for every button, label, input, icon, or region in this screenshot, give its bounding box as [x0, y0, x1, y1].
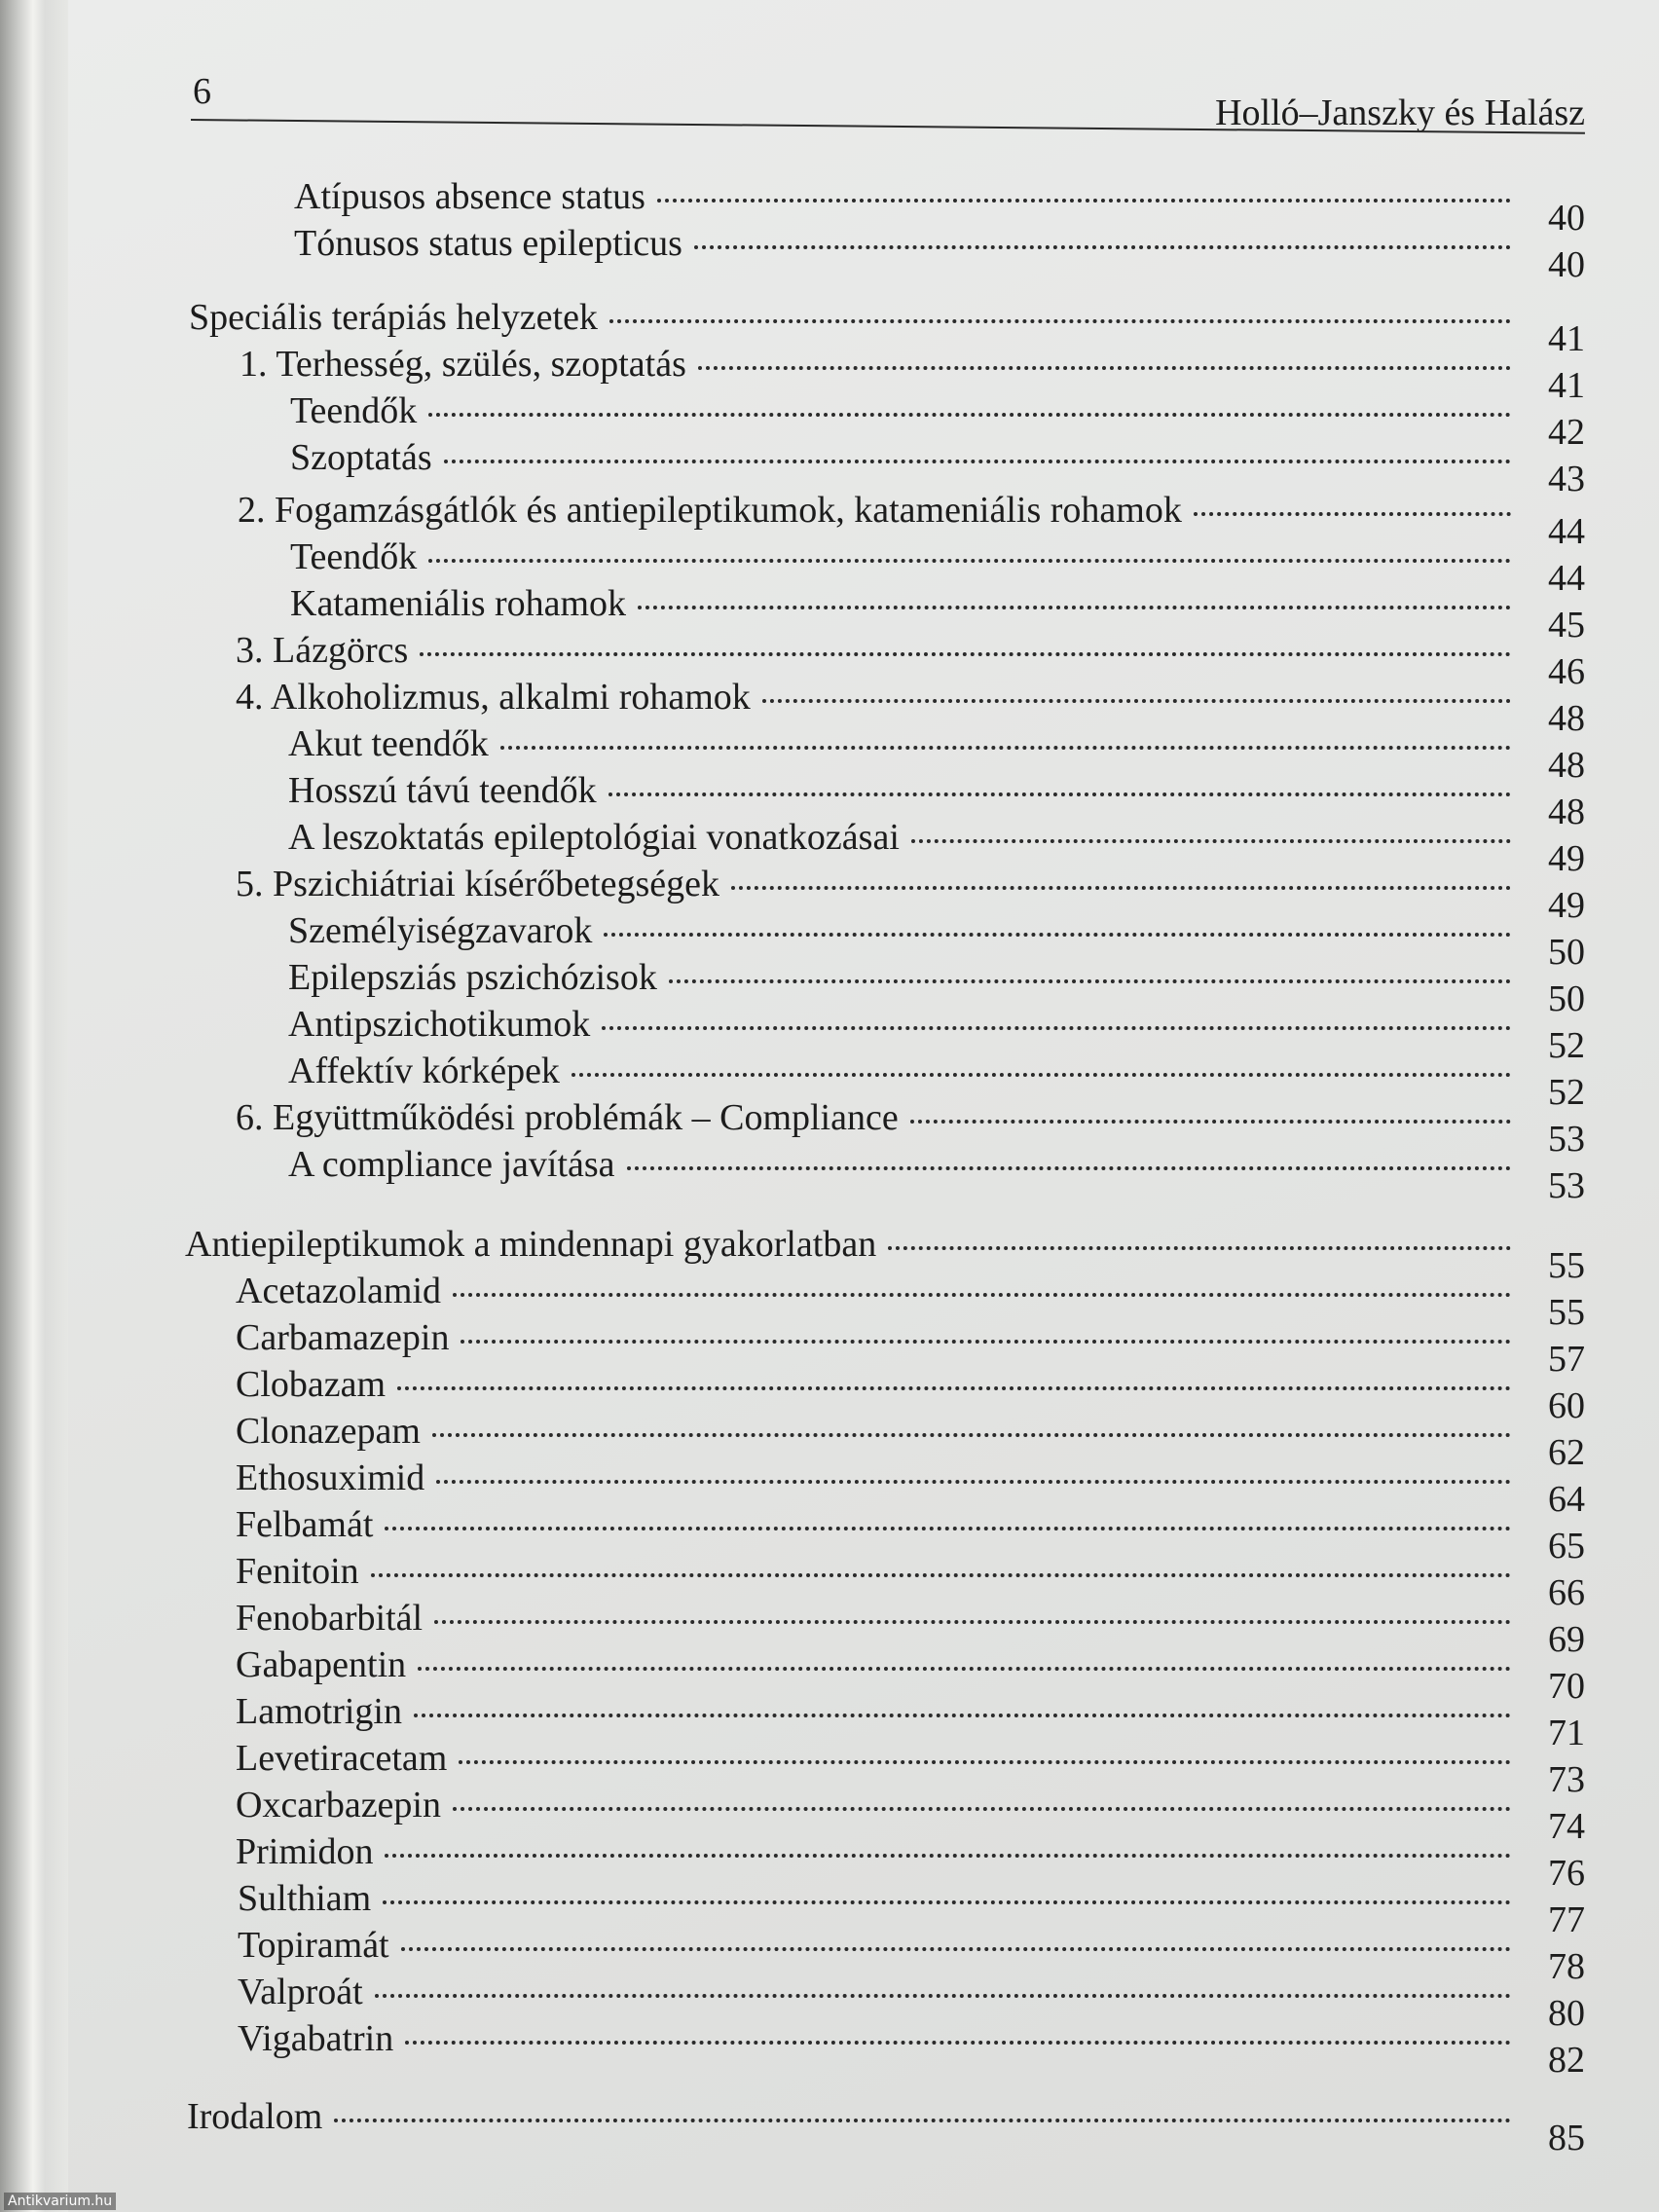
toc-entry-title: A compliance javítása: [288, 1144, 615, 1185]
toc-entry: [236, 1314, 1585, 1380]
dot-leader: [397, 1386, 1511, 1390]
toc-entry-title: Affektív kórképek: [288, 1051, 560, 1091]
dot-leader: [459, 1760, 1511, 1764]
toc-entry-page-number: 43: [1548, 459, 1585, 499]
toc-entry: [236, 674, 1585, 739]
toc-entry: [236, 1455, 1585, 1520]
toc-entry-page-number: 42: [1548, 412, 1585, 453]
toc-entry-page-number: 48: [1548, 792, 1585, 832]
dot-leader: [669, 979, 1511, 983]
dot-leader: [911, 839, 1511, 843]
toc-entry-title: Antipszichotikumok: [288, 1004, 591, 1045]
toc-entry-title: Oxcarbazepin: [236, 1785, 441, 1825]
dot-leader: [604, 933, 1511, 937]
dot-leader: [731, 886, 1511, 890]
toc-entry: [236, 1735, 1585, 1800]
toc-entry-title: A leszoktatás epileptológiai vonatkozásai: [288, 817, 900, 858]
toc-entry-title: Fenobarbitál: [236, 1598, 424, 1639]
toc-entry-page-number: 65: [1548, 1526, 1585, 1567]
toc-entry: [236, 1548, 1585, 1613]
dot-leader: [420, 652, 1511, 656]
toc-entry-page-number: 46: [1548, 651, 1585, 692]
toc-entry-page-number: 48: [1548, 698, 1585, 739]
toc-entry-page-number: 55: [1548, 1245, 1585, 1286]
dot-leader: [428, 559, 1511, 563]
toc-entry-title: Fenitoin: [236, 1551, 359, 1592]
dot-leader: [461, 1340, 1511, 1344]
toc-entry-title: Hosszú távú teendők: [288, 770, 597, 811]
toc-entry: [288, 767, 1585, 832]
toc-entry: [236, 861, 1585, 926]
toc-entry-page-number: 40: [1548, 198, 1585, 239]
dot-leader: [627, 1166, 1511, 1170]
toc-entry-title: Lamotrigin: [236, 1691, 402, 1732]
toc-entry-page-number: 71: [1548, 1713, 1585, 1753]
dot-leader: [418, 1667, 1511, 1671]
toc-entry-page-number: 62: [1548, 1432, 1585, 1473]
toc-entry-page-number: 55: [1548, 1292, 1585, 1333]
toc-entry: [189, 294, 1585, 359]
dot-leader: [383, 1900, 1511, 1904]
toc-entry-title: Szoptatás: [290, 437, 432, 478]
dot-leader: [453, 1293, 1511, 1297]
toc-entry: [236, 1828, 1585, 1894]
toc-entry-title: Tónusos status epilepticus: [294, 223, 682, 264]
toc-entry: [238, 1875, 1585, 1940]
toc-entry-title: Clobazam: [236, 1364, 387, 1405]
toc-entry-page-number: 49: [1548, 885, 1585, 926]
toc-entry-title: Gabapentin: [236, 1644, 407, 1685]
dot-leader: [910, 1120, 1511, 1124]
toc-entry-page-number: 45: [1548, 605, 1585, 645]
toc-entry-title: Irodalom: [187, 2096, 323, 2137]
toc-entry-title: Levetiracetam: [236, 1738, 448, 1779]
toc-entry: [288, 1048, 1585, 1113]
toc-entry-title: Teendők: [290, 536, 418, 577]
toc-entry-title: Primidon: [236, 1831, 374, 1872]
toc-entry: [288, 954, 1585, 1019]
toc-entry-page-number: 82: [1548, 2040, 1585, 2081]
dot-leader: [500, 746, 1511, 750]
dot-leader: [436, 1480, 1511, 1484]
toc-entry-page-number: 44: [1548, 511, 1585, 552]
dot-leader: [444, 460, 1511, 463]
dot-leader: [432, 1433, 1511, 1437]
toc-entry-title: Ethosuximid: [236, 1457, 425, 1498]
toc-entry-page-number: 48: [1548, 745, 1585, 786]
dot-leader: [602, 1026, 1511, 1030]
toc-entry-page-number: 80: [1548, 1993, 1585, 2034]
dot-leader: [762, 699, 1511, 703]
toc-entry-page-number: 50: [1548, 978, 1585, 1019]
toc-entry-title: 2. Fogamzásgátlók és antiepileptikumok, katameniális rohamok: [238, 490, 1182, 531]
toc-entry-page-number: 41: [1548, 318, 1585, 359]
toc-entry-page-number: 53: [1548, 1119, 1585, 1160]
toc-entry-title: Sulthiam: [238, 1878, 372, 1919]
toc-entry-title: Acetazolamid: [236, 1271, 442, 1311]
toc-entry-page-number: 73: [1548, 1759, 1585, 1800]
dot-leader: [428, 413, 1511, 417]
toc-entry-title: 6. Együttműködési problémák – Compliance: [236, 1097, 899, 1138]
toc-entry-page-number: 52: [1548, 1072, 1585, 1113]
dot-leader: [434, 1620, 1511, 1624]
toc-entry: [238, 487, 1585, 552]
toc-entry-page-number: 69: [1548, 1619, 1585, 1660]
toc-entry-title: 1. Terhesség, szülés, szoptatás: [240, 344, 686, 385]
toc-entry-page-number: 70: [1548, 1666, 1585, 1707]
dot-leader: [694, 245, 1511, 249]
toc-entry: [236, 1782, 1585, 1847]
toc-entry: [187, 2093, 1585, 2158]
toc-entry-title: Teendők: [290, 390, 418, 431]
toc-entry: [236, 1268, 1585, 1333]
dot-leader: [453, 1807, 1511, 1811]
dot-leader: [334, 2119, 1511, 2122]
dot-leader: [405, 2041, 1511, 2045]
dot-leader: [414, 1714, 1511, 1717]
toc-entry: [290, 387, 1585, 453]
toc-entry: [290, 434, 1585, 499]
toc-entry-page-number: 50: [1548, 932, 1585, 973]
toc-entry: [236, 627, 1585, 692]
toc-entry: [236, 1501, 1585, 1567]
toc-entry-title: Topiramát: [238, 1925, 389, 1966]
dot-leader: [1194, 512, 1511, 516]
toc-entry: [288, 1141, 1585, 1206]
toc-entry-page-number: 40: [1548, 244, 1585, 285]
toc-entry-page-number: 53: [1548, 1165, 1585, 1206]
toc-entry-page-number: 44: [1548, 558, 1585, 599]
dot-leader: [401, 1947, 1511, 1951]
toc-entry-title: Epilepsziás pszichózisok: [288, 957, 657, 998]
toc-entry: [294, 220, 1585, 285]
toc-entry-title: 3. Lázgörcs: [236, 630, 409, 671]
toc-entry-title: Valproát: [238, 1972, 363, 2012]
toc-entry: [236, 1595, 1585, 1660]
toc-entry: [294, 173, 1585, 239]
toc-entry: [288, 1001, 1585, 1066]
toc-entry-page-number: 60: [1548, 1385, 1585, 1426]
dot-leader: [385, 1527, 1511, 1530]
toc-entry: [238, 1922, 1585, 1987]
toc-entry-title: Vigabatrin: [238, 2018, 394, 2059]
toc-entry-title: 4. Alkoholizmus, alkalmi rohamok: [236, 677, 751, 718]
page-number: 6: [193, 71, 211, 112]
dot-leader: [698, 366, 1511, 370]
toc-entry-page-number: 49: [1548, 838, 1585, 879]
toc-entry: [236, 1094, 1585, 1160]
toc-entry: [236, 1688, 1585, 1753]
toc-entry: [288, 720, 1585, 786]
toc-entry-page-number: 76: [1548, 1853, 1585, 1894]
dot-leader: [571, 1073, 1511, 1077]
toc-entry: [288, 907, 1585, 973]
toc-entry-page-number: 85: [1548, 2118, 1585, 2158]
toc-entry-title: Akut teendők: [288, 723, 489, 764]
toc-entry: [240, 341, 1585, 406]
toc-entry-page-number: 57: [1548, 1339, 1585, 1380]
toc-entry-page-number: 52: [1548, 1025, 1585, 1066]
dot-leader: [385, 1854, 1511, 1858]
toc-entry-title: Felbamát: [236, 1504, 374, 1545]
toc-entry-page-number: 77: [1548, 1899, 1585, 1940]
toc-entry: [236, 1641, 1585, 1707]
dot-leader: [657, 199, 1511, 203]
toc-entry-title: Carbamazepin: [236, 1317, 450, 1358]
toc-entry-title: 5. Pszichiátriai kísérőbetegségek: [236, 864, 720, 904]
toc-entry: [288, 814, 1585, 879]
toc-entry-title: Katameniális rohamok: [290, 583, 627, 624]
toc-entry-title: Clonazepam: [236, 1411, 421, 1452]
toc-entry-title: Speciális terápiás helyzetek: [189, 297, 598, 338]
dot-leader: [608, 793, 1511, 796]
running-head: Holló–Janszky és Halász: [1215, 92, 1585, 133]
toc-entry-page-number: 78: [1548, 1946, 1585, 1987]
toc-entry: [185, 1221, 1585, 1286]
toc-entry: [238, 1969, 1585, 2034]
dot-leader: [371, 1573, 1511, 1577]
toc-entry: [290, 580, 1585, 645]
toc-entry-title: Személyiségzavarok: [288, 910, 593, 951]
toc-entry-page-number: 41: [1548, 365, 1585, 406]
toc-entry-page-number: 66: [1548, 1572, 1585, 1613]
dot-leader: [638, 606, 1511, 609]
dot-leader: [609, 319, 1511, 323]
toc-entry-page-number: 74: [1548, 1806, 1585, 1847]
toc-entry-page-number: 64: [1548, 1479, 1585, 1520]
toc-entry-title: Antiepileptikumok a mindennapi gyakorlatban: [185, 1224, 877, 1265]
toc-entry: [236, 1408, 1585, 1473]
toc-entry: [236, 1361, 1585, 1426]
toc-entry: [290, 534, 1585, 599]
dot-leader: [888, 1246, 1511, 1250]
toc-entry: [238, 2015, 1585, 2081]
toc-entry-title: Atípusos absence status: [294, 176, 645, 217]
dot-leader: [375, 1994, 1511, 1998]
watermark: Antikvarium.hu: [4, 2193, 116, 2210]
